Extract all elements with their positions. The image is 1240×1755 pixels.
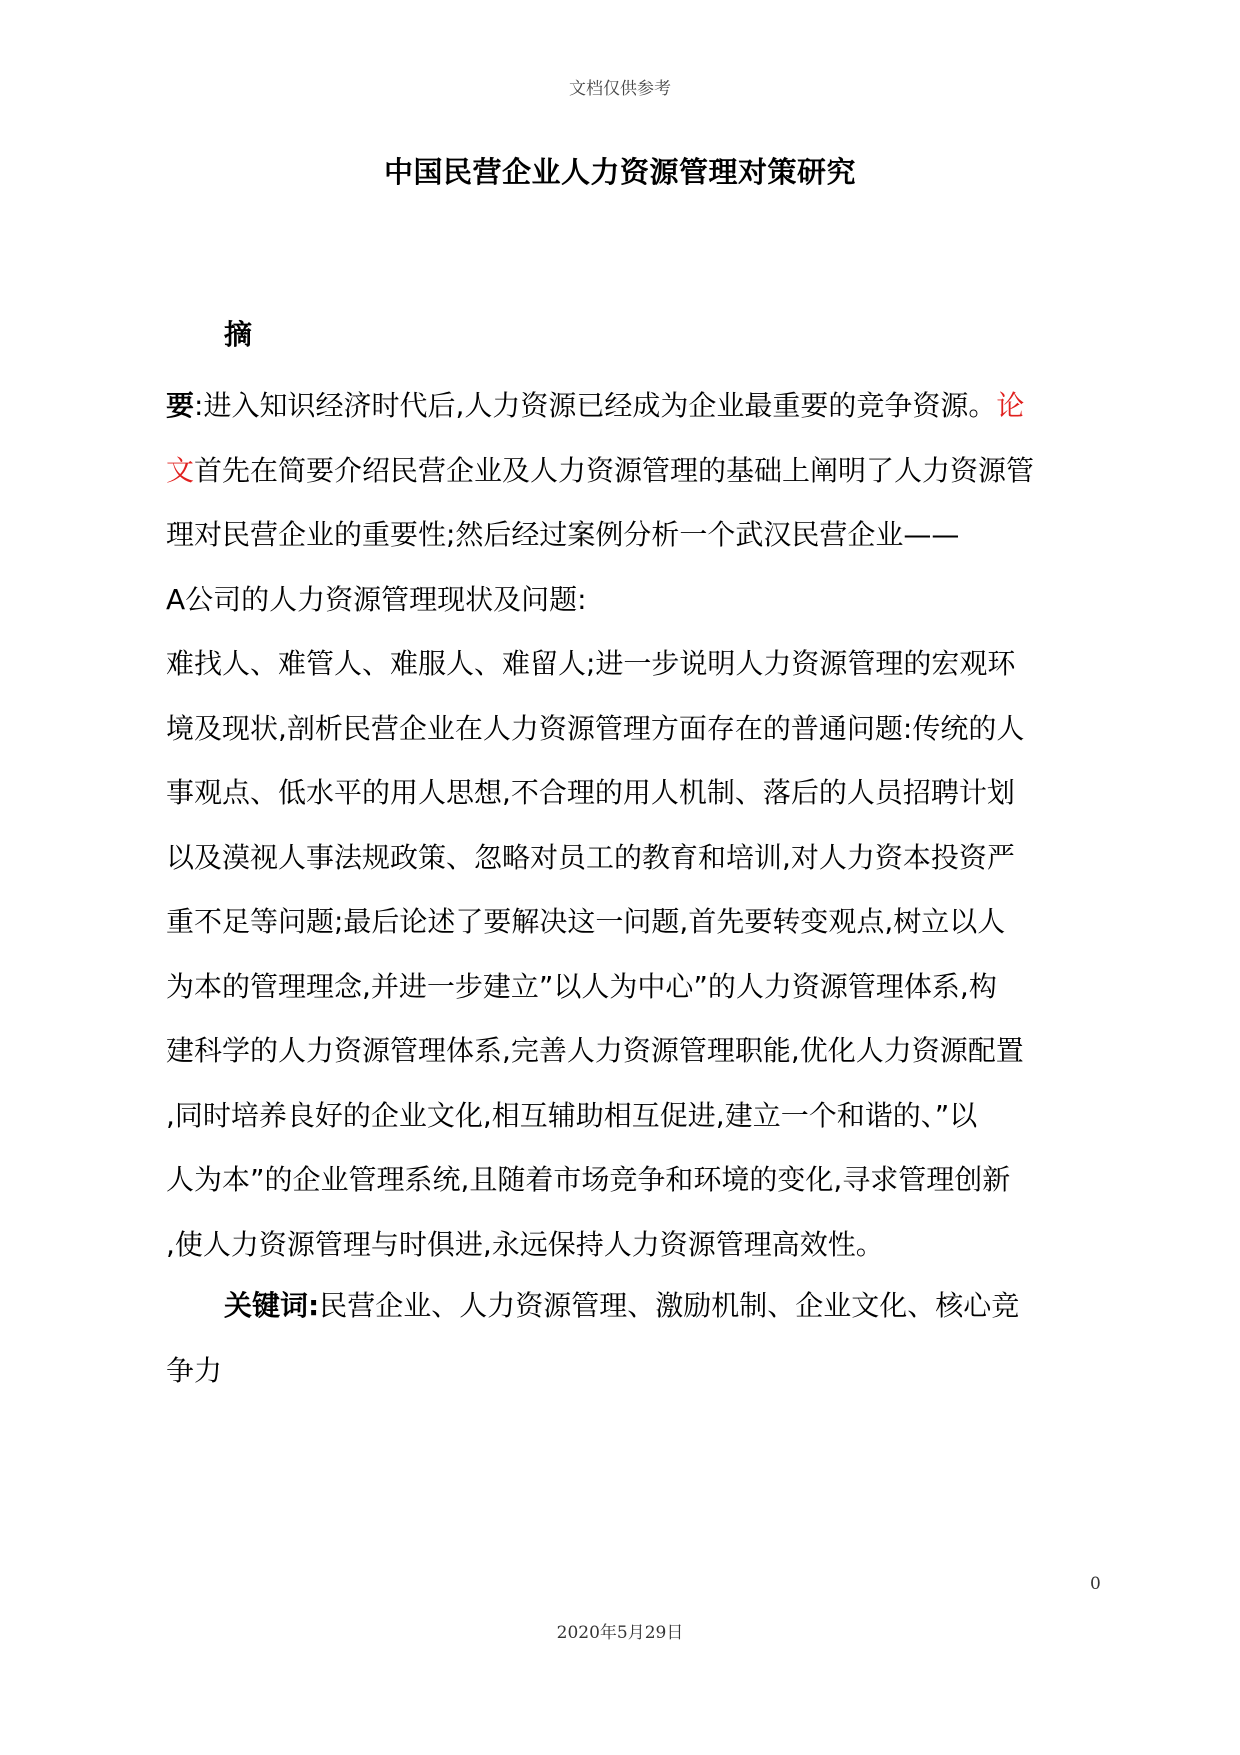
abstract-text: :进入知识经济时代后,人力资源已经成为企业最重要的竞争资源。	[194, 389, 997, 422]
abstract-body	[166, 374, 1096, 1277]
keywords-label: 关键词:	[224, 1289, 320, 1322]
document-title: 中国民营企业人力资源管理对策研究	[383, 155, 856, 189]
abstract-line-9: 重不足等问题;最后论述了要解决这一问题,首先要转变观点,树立以人	[166, 905, 1006, 938]
abstract-line-12: ,同时培养良好的企业文化,相互辅助相互促进,建立一个和谐的、”以	[166, 1098, 978, 1132]
abstract-heading: 摘	[224, 318, 253, 351]
abstract-line-5: 难找人、难管人、难服人、难留人;进一步说明人力资源管理的宏观环	[166, 647, 1016, 680]
abstract-line-4: A公司的人力资源管理现状及问题:	[166, 582, 587, 616]
abstract-line-1	[166, 374, 1096, 439]
abstract-line-10: 为本的管理理念,并进一步建立”以人为中心”的人力资源管理体系,构	[166, 969, 997, 1003]
footer-date: 2020年5月29日	[556, 1623, 684, 1643]
abstract-line-2	[166, 439, 1096, 504]
abstract-line-6: 境及现状,剖析民营企业在人力资源管理方面存在的普通问题:传统的人	[166, 711, 1025, 745]
abstract-line-13: 人为本”的企业管理系统,且随着市场竞争和环境的变化,寻求管理创新	[166, 1163, 1011, 1196]
abstract-line-11: 建科学的人力资源管理体系,完善人力资源管理职能,优化人力资源配置	[166, 1034, 1024, 1067]
highlighted-text: 论	[996, 389, 1025, 422]
abstract-line-7: 事观点、低水平的用人思想,不合理的用人机制、落后的人员招聘计划	[166, 776, 1015, 809]
header-note: 文档仅供参考	[569, 79, 671, 99]
keywords-line-2: 争力	[166, 1353, 223, 1387]
keywords-line-1	[166, 1274, 1096, 1339]
highlighted-text: 文	[166, 453, 195, 487]
abstract-heading-char: 要	[166, 389, 195, 422]
abstract-line-8: 以及漠视人事法规政策、忽略对员工的教育和培训,对人力资本投资严	[166, 840, 1015, 874]
abstract-text: 首先在简要介绍民营企业及人力资源管理的基础上阐明了人力资源管	[194, 453, 1035, 487]
page-number: 0	[1090, 1574, 1101, 1594]
keywords-text: 民营企业、人力资源管理、激励机制、企业文化、核心竞	[319, 1289, 1020, 1322]
abstract-line-3: 理对民营企业的重要性;然后经过案例分析一个武汉民营企业——	[166, 518, 960, 551]
abstract-line-14: ,使人力资源管理与时俱进,永远保持人力资源管理高效性。	[166, 1227, 884, 1261]
keywords-section	[166, 1274, 1096, 1403]
